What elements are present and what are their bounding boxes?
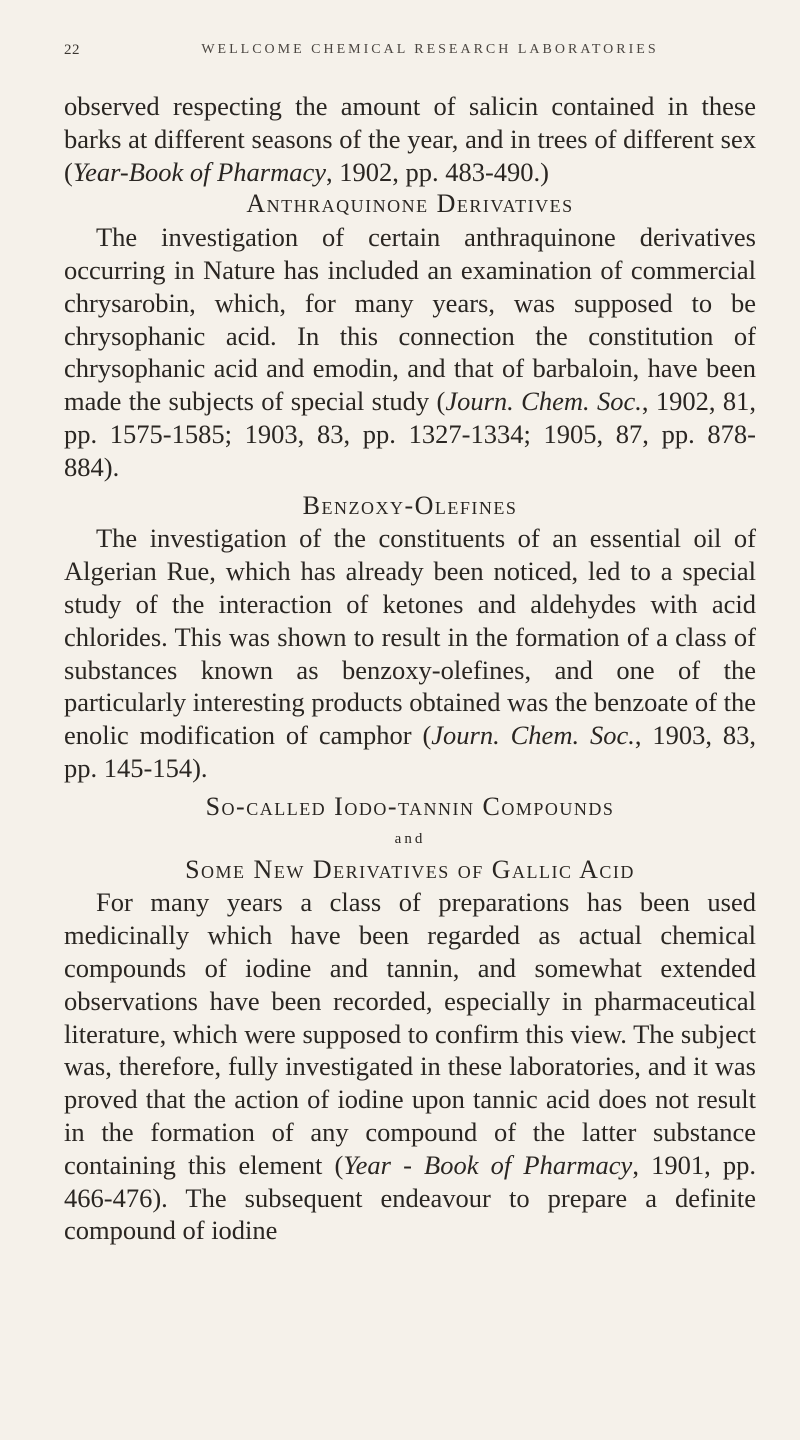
citation: Year-Book of Pharmacy xyxy=(72,156,326,187)
section-heading-iodo-and: and xyxy=(394,830,426,847)
paragraph-text: , 1902, pp. 483-490.) xyxy=(325,156,550,187)
paragraph-text: For many years a class of preparations has been used medicinally which have been regarded as actual chemical compounds of iodine and tannin, and somewhat extended observations have been recorded, especially in pharmaceutical literature, which were supposed to confirm this view. The subject was, therefore, fully investigated in these laboratories, and it was proved that the action of iodine upon tannic acid does not result in the formation of any compound of the latter substance containing this element ( xyxy=(64,887,756,1180)
section-heading-iodo-line-1: So-called Iodo-tannin Compounds xyxy=(205,791,615,821)
paragraph-text: The investigation of the constituents of an essential oil of Algerian Rue, which has already been noticed, led to a special study of the interaction of ketones and aldehydes with acid chlorides. This was shown to result in the formation of a class of substances known as benzoxy-olefines, and one of the particularly interesting products obtained was the benzoate of the enolic modification of camphor ( xyxy=(64,523,756,751)
paragraph-anthraquinone xyxy=(64,221,756,483)
citation: Journ. Chem. Soc. xyxy=(445,386,642,417)
paragraph-text: The investigation of certain anthraquinone derivatives occurring in Nature has included an examination of commercial chrysarobin, which, for many years, was supposed to be chrysophanic acid. In this connection the constitution of chrysophanic acid and emodin, and that of barbaloin, have been made the subjects of special study ( xyxy=(64,222,756,417)
paragraph-text: , 1903, 83, pp. 145-154). xyxy=(64,720,756,783)
page-number: 22 xyxy=(64,42,80,58)
section-heading-iodo-line-2: Some New Derivatives of Gallic Acid xyxy=(185,854,635,884)
paragraph-benzoxy xyxy=(64,522,756,784)
paragraph-text: observed respecting the amount of salicin contained in these barks at different seasons of the year, and in trees of different sex ( xyxy=(64,91,756,187)
section-heading-benzoxy: Benzoxy-Olefines xyxy=(302,490,518,520)
paragraph-text: , 1901, pp. 466-476). The subsequent endeavour to prepare a definite compound of iodine xyxy=(64,1149,756,1246)
citation: Journ. Chem. Soc. xyxy=(431,720,635,751)
running-head: WELLCOME CHEMICAL RESEARCH LABORATORIES xyxy=(201,42,659,57)
page-header xyxy=(64,42,736,72)
citation: Year - Book of Pharmacy xyxy=(343,1149,633,1180)
section-heading-anthraquinone: Anthraquinone Derivatives xyxy=(246,189,574,219)
body-text xyxy=(64,90,756,1247)
paragraph-text: , 1902, 81, pp. 1575-1585; 1903, 83, pp. 1327-1334; 1905, 87, pp. 878-884). xyxy=(64,386,756,482)
paragraph-continuation xyxy=(64,90,756,188)
paragraph-iodo xyxy=(64,886,756,1247)
